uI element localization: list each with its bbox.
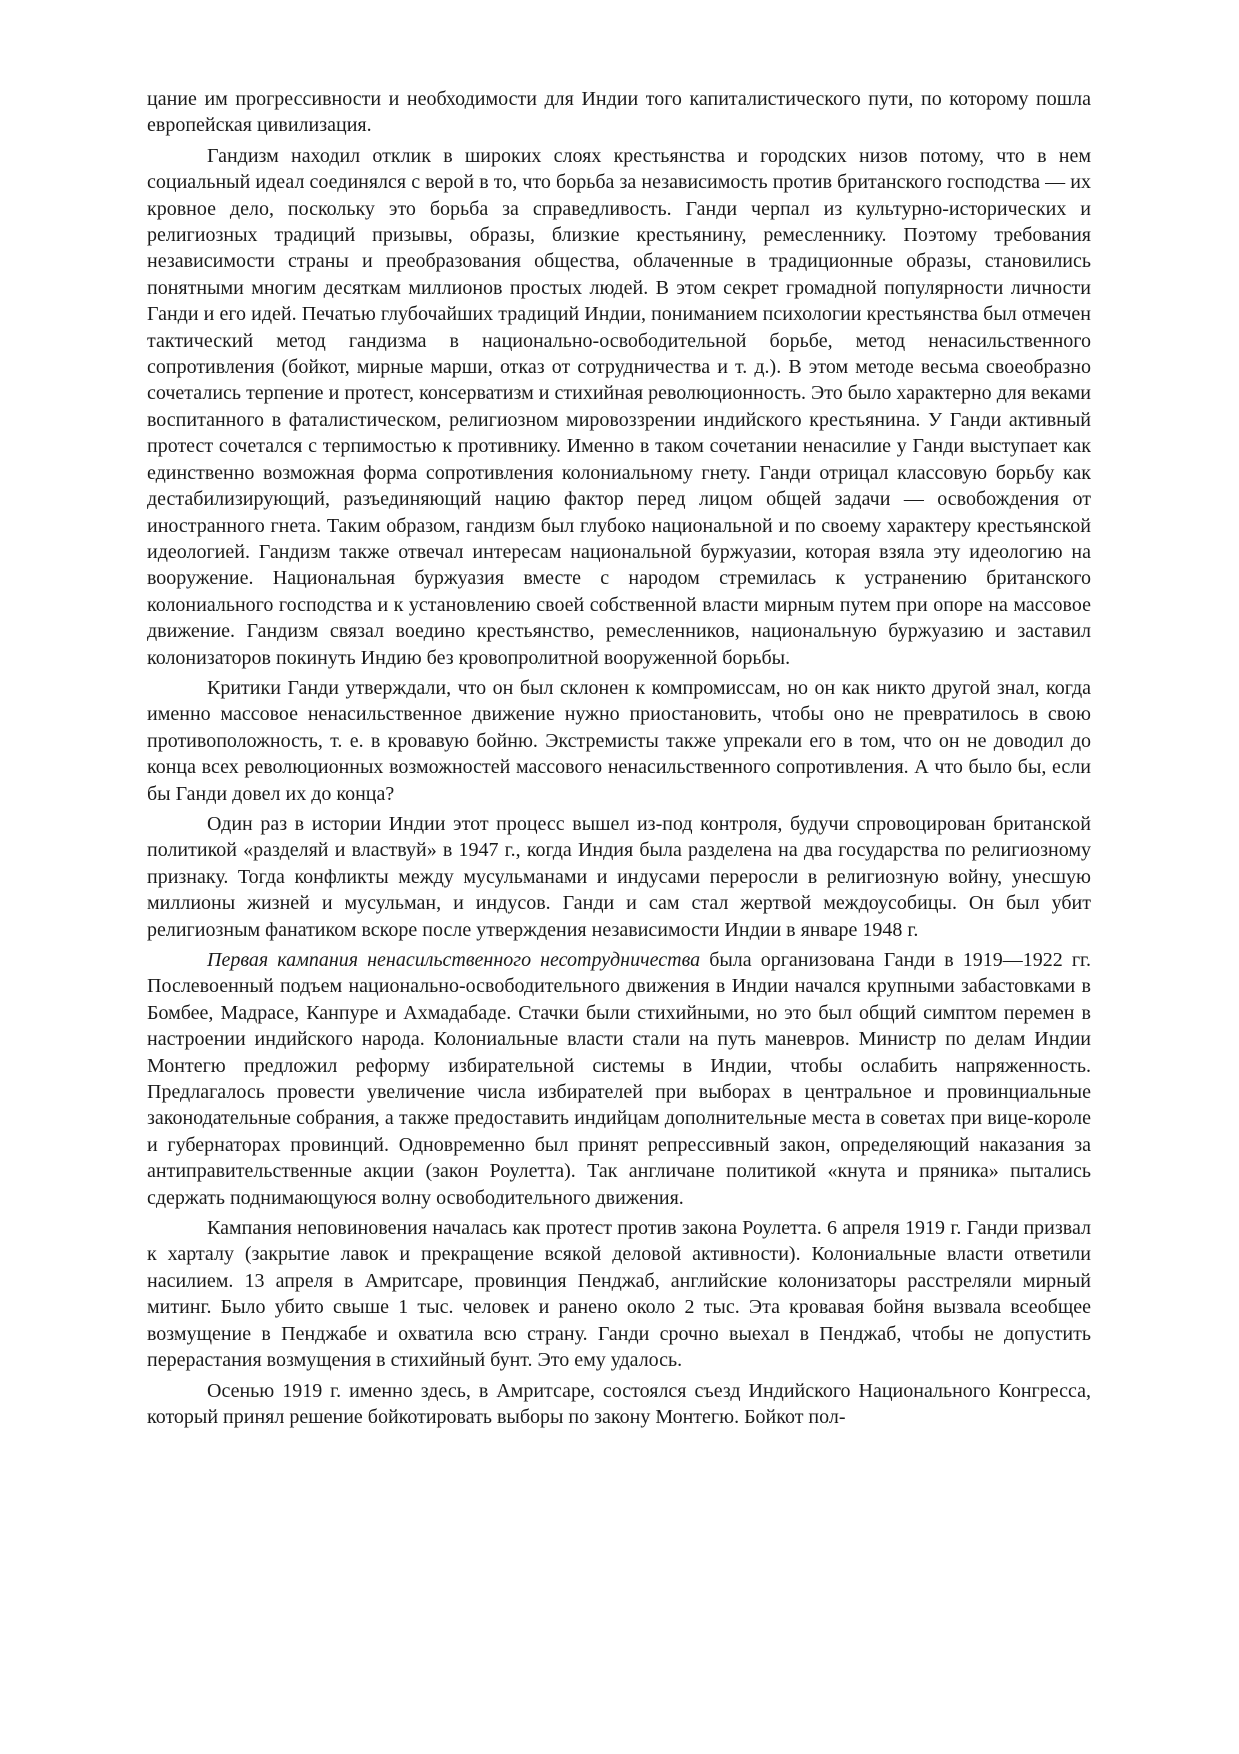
paragraph-amritsar-congress: Осенью 1919 г. именно здесь, в Амритсаре, состоялся съезд Индийского Национального Конгресса, который принял решение бойкотировать выборы по закону Монтегю. Бойкот пол- [147,1379,1091,1428]
paragraph-disobedience: Кампания неповиновения началась как протест против закона Роулетта. 6 апреля 1919 г. Ганди призвал к харталу (закрытие лавок и прекращение всякой деловой активности). Колониальные власти ответили насилием. 13 апреля в Амритсаре, провинция Пенджаб, английские колонизаторы расстреляли мирный митинг. Было убито свыше 1 тыс. человек и ранено около 2 тыс. Эта кровавая бойня вызвала всеобщее возмущение в Пенджабе и охватила всю страну. Ганди срочно выехал в Пенджаб, чтобы не допустить перерастания возмущения в стихийный бунт. Это ему удалось. [147,1217,1091,1372]
paragraph-partition: Один раз в истории Индии этот процесс вышел из-под контроля, будучи спровоцирован британской политикой «разделяй и властвуй» в 1947 г., когда Индия была разделена на два государства по религиозному признаку. Тогда конфликты между мусульманами и индусами переросли в религиозную войну, унесшую миллионы жизней и мусульман, и индусов. Ганди и сам стал жертвой междоусобицы. Он был убит религиозным фанатиком вскоре после утверждения независимости Индии в январе 1948 г. [147,812,1091,941]
italic-heading: Первая кампания ненасильственного несотрудничества [207,949,701,971]
paragraph-critics: Критики Ганди утверждали, что он был склонен к компромиссам, но он как никто другой знал, когда именно массовое ненасильственное движение нужно приостановить, чтобы оно не превратилось в свою противоположность, т. е. в кровавую бойню. Экстремисты также упрекали его в том, что он не доводил до конца всех революционных возможностей массового ненасильственного сопротивления. А что было бы, если бы Ганди довел их до конца? [147,676,1091,805]
paragraph-first-campaign-text: была организована Ганди в 1919—1922 гг. Послевоенный подъем национально-освободительного движения в Индии начался крупными забастовками в Бомбее, Мадрасе, Канпуре и Ахмадабаде. Стачки были стихийными, но это был общий симптом перемен в настроении индийского народа. Колониальные власти стали на путь маневров. Министр по делам Индии Монтегю предложил реформу избирательной системы в Индии, чтобы ослабить напряженность. Предлагалось провести увеличение числа избирателей при выборах в центральное и провинциальные законодательные собрания, а также предоставить индийцам дополнительные места в советах при вице-короле и губернаторах провинций. Одновременно был принят репрессивный закон, определяющий наказания за антиправительственные акции (закон Роулетта). Так англичане политикой «кнута и пряника» пытались сдержать поднимающуюся волну освободительного движения. [147,949,1092,1209]
document-page [147,86,1091,1434]
paragraph-gandhism: Гандизм находил отклик в широких слоях крестьянства и городских низов потому, что в нем социальный идеал соединялся с верой в то, что борьба за независимость против британского господства — их кровное дело, поскольку это борьба за справедливость. Ганди черпал из культурно-исторических и религиозных традиций призывы, образы, близкие крестьянину, ремесленнику. Поэтому требования независимости страны и преобразования общества, облаченные в традиционные образы, становились понятными многим десяткам миллионов простых людей. В этом секрет громадной популярности личности Ганди и его идей. Печатью глубочайших традиций Индии, пониманием психологии крестьянства был отмечен тактический метод гандизма в национально-освободительной борьбе, метод ненасильственного сопротивления (бойкот, мирные марши, отказ от сотрудничества и т. д.). В этом методе весьма своеобразно сочетались терпение и протест, консерватизм и стихийная революционность. Это было характерно для веками воспитанного в фаталистическом, религиозном мировоззрении индийского крестьянина. У Ганди активный протест сочетался с терпимостью к противнику. Именно в таком сочетании ненасилие у Ганди выступает как единственно возможная форма сопротивления колониальному гнету. Ганди отрицал классовую борьбу как дестабилизирующий, разъединяющий нацию фактор перед лицом общей задачи — освобождения от иностранного гнета. Таким образом, гандизм был глубоко национальной и по своему характеру крестьянской идеологией. Гандизм также отвечал интересам национальной буржуазии, которая взяла эту идеологию на вооружение. Национальная буржуазия вместе с народом стремилась к устранению британского колониального господства и к установлению своей собственной власти мирным путем при опоре на массовое движение. Гандизм связал воедино крестьянство, ремесленников, национальную буржуазию и заставил колонизаторов покинуть Индию без кровопролитной вооруженной борьбы. [147,144,1091,669]
paragraph-continuation: цание им прогрессивности и необходимости для Индии того капиталистического пути, по которому пошла европейская цивилизация. [147,88,1091,137]
paragraph-first-campaign [147,947,1091,1211]
